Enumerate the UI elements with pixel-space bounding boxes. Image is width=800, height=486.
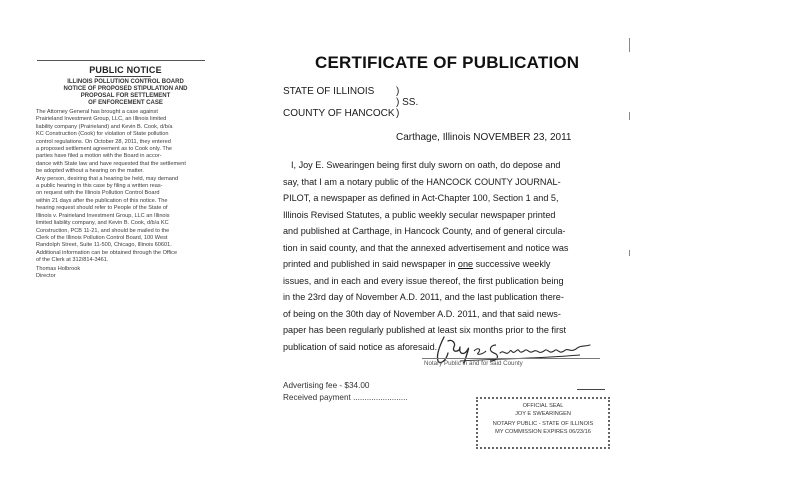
venue-state: STATE OF ILLINOIS — [283, 86, 375, 97]
printed-line-count: one — [457, 259, 474, 269]
notice-body-line: liability company (Prairieland) and Kevin B. Cook, d/b/a — [36, 123, 173, 130]
seal-line: OFFICIAL SEAL — [522, 403, 564, 409]
notice-body-line: Illinois v. Prairieland Investment Group, LLC an Illinois — [36, 212, 170, 219]
notice-body-line: within 21 days after the publication of this notice. The — [36, 197, 168, 204]
body-line: and published at Carthage, in Hancock County, and of general circula- — [283, 226, 566, 236]
venue-bracket-top: ) — [396, 86, 400, 97]
notice-body — [36, 109, 208, 265]
notice-signature-name: Thomas Holbrook — [36, 266, 81, 272]
clipping-top-rule — [37, 60, 205, 61]
notice-body-line: limited liability company, and Kevin B. Cook, d/b/a KC — [36, 220, 169, 227]
notice-heading-line: NOTICE OF PROPOSED STIPULATION AND — [63, 86, 188, 92]
notice-body-line: KC Construction (Cook) for violation of State pollution — [36, 131, 169, 138]
body-line: paper has been regularly published at least six months prior to the first — [283, 325, 567, 335]
seal-line: NOTARY PUBLIC - STATE OF ILLINOIS — [492, 421, 594, 427]
notice-body-line: a public hearing in this case by filing a written reas- — [36, 183, 163, 190]
body-line: say, that I am a notary public of the HANCOCK COUNTY JOURNAL- — [283, 176, 561, 187]
notice-body-line: a proposed settlement agreement as to Cook only. The — [36, 146, 172, 153]
body-line: in the 23rd day of November A.D. 2011, and the last publication there- — [283, 292, 564, 302]
body-line: tion in said county, and that the annexed advertisement and notice was — [283, 242, 569, 253]
body-line: Illinois Revised Statutes, a public weekly secular newspaper printed — [283, 209, 556, 220]
notice-body-line: Construction, PCB 11-21, and should be mailed to the — [36, 227, 170, 234]
notice-body-line: Additional information can be obtained through the Office — [36, 249, 178, 256]
seal-line: JOY E SWEARINGEN — [515, 411, 571, 417]
official-seal — [476, 397, 610, 449]
body-line: of being on the 30th day of November A.D. 2011, and that said news- — [283, 308, 561, 319]
notice-title: PUBLIC NOTICE — [89, 65, 162, 75]
certificate-date-line: Carthage, Illinois NOVEMBER 23, 2011 — [396, 132, 572, 143]
notice-body-line: The Attorney General has brought a case against — [36, 109, 158, 115]
notice-body-line: control regulations. On October 28, 2011, they entered — [36, 138, 171, 145]
printed-line-start: printed and published in said newspaper in — [283, 259, 458, 269]
notice-body-line: be adopted without a hearing on the matter. — [36, 168, 144, 175]
body-line — [283, 157, 603, 174]
scan-edge-mark — [629, 38, 630, 52]
printed-line-end: successive weekly — [473, 259, 551, 269]
certificate-body — [283, 157, 603, 355]
venue-ss: ) SS. — [396, 97, 419, 108]
body-line-text: I, Joy E. Swearingen being first duly sworn on oath, do depose and — [291, 160, 561, 170]
notice-body-line: Prairieland Investment Group, LLC, an Illinois limited — [36, 116, 167, 123]
notice-body-line: dance with State law and have requested that the settlement — [36, 160, 186, 167]
notice-body-line: of the Clerk at 312/814-3461. — [36, 257, 109, 264]
notary-label: Notary Public in and for said County — [424, 360, 523, 367]
notice-signature-title: Director — [36, 273, 56, 279]
notice-body-line: on request with the Illinois Pollution Control Board — [36, 190, 160, 197]
notice-body-line: hearing request should refer to People of the State of — [36, 205, 168, 212]
body-line: publication of said notice as aforesaid. — [283, 341, 438, 352]
advertising-fee: Advertising fee - $34.00 — [283, 381, 370, 390]
scan-edge-mark — [629, 250, 630, 256]
venue-bracket-bottom: ) — [396, 108, 400, 119]
notice-heading-line: ILLINOIS POLLUTION CONTROL BOARD — [67, 79, 184, 85]
body-line-printed — [283, 256, 603, 273]
certificate-title: CERTIFICATE OF PUBLICATION — [315, 53, 580, 72]
venue-county: COUNTY OF HANCOCK — [283, 108, 395, 119]
scan-edge-mark — [629, 112, 630, 120]
seal-top-rule — [577, 389, 605, 390]
notice-body-line: Clerk of the Illinois Pollution Control Board, 100 West — [36, 234, 168, 241]
notice-body-line: Randolph Street, Suite 11-500, Chicago, Illinois 60601. — [36, 242, 172, 249]
received-payment: Received payment ........................ — [283, 393, 408, 402]
seal-line: MY COMMISSION EXPIRES 06/23/16 — [495, 429, 591, 435]
notice-heading-line: OF ENFORCEMENT CASE — [88, 100, 163, 106]
notice-heading-line: PROPOSAL FOR SETTLEMENT — [80, 93, 171, 99]
body-line: PILOT, a newspaper as defined in Act-Chapter 100, Section 1 and 5, — [283, 193, 559, 203]
notice-body-line: Any person, desiring that a hearing be held, may demand — [36, 175, 179, 182]
body-line: issues, and in each and every issue thereof, the first publication being — [283, 275, 564, 286]
signature-line — [422, 358, 600, 359]
notice-body-line: parties have filed a motion with the Board in accor- — [36, 153, 162, 160]
notice-title-rule — [95, 76, 151, 77]
